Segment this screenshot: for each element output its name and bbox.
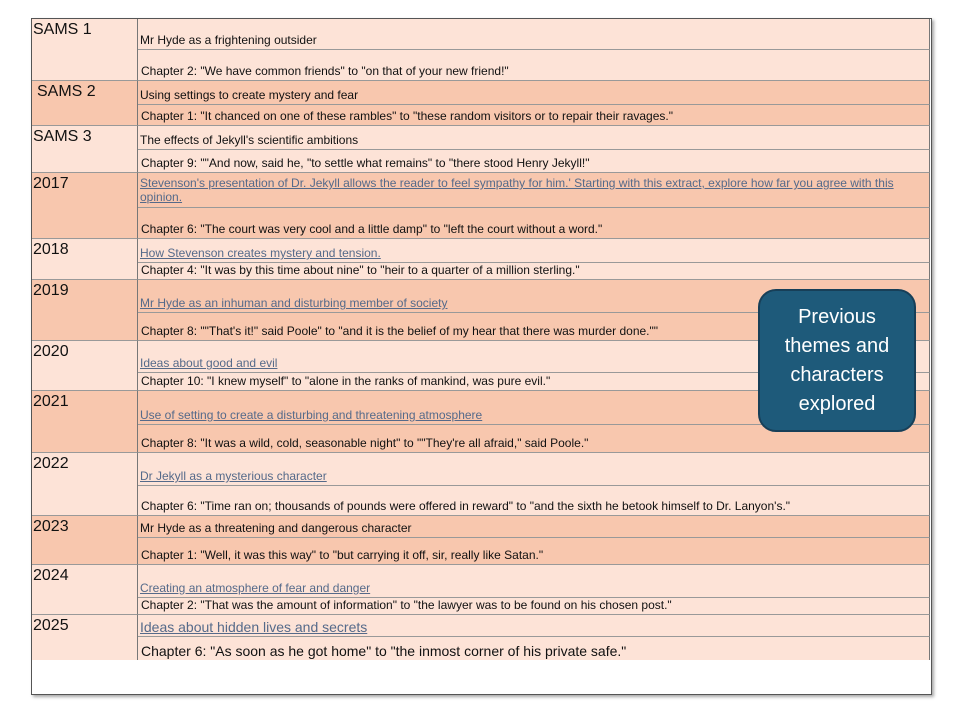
- chapter-cell: Chapter 6: "As soon as he got home" to "the inmost corner of his private safe.": [138, 637, 930, 660]
- year-cell: 2024: [32, 565, 138, 615]
- chapter-cell: Chapter 8: ""That's it!" said Poole" to "and it is the belief of my hear that there was murder done."": [138, 313, 930, 341]
- theme-cell: [138, 565, 930, 598]
- theme-text: Mr Hyde as a frightening outsider: [140, 33, 317, 47]
- year-cell: 2022: [32, 453, 138, 516]
- chapter-cell: Chapter 6: "Time ran on; thousands of pounds were offered in reward" to "and the sixth he betook himself to Dr. Lanyon's.": [138, 486, 930, 516]
- year-cell: 2020: [32, 341, 138, 391]
- theme-cell: [138, 81, 930, 105]
- theme-text: The effects of Jekyll's scientific ambitions: [140, 133, 359, 147]
- chapter-cell: Chapter 2: "That was the amount of information" to "the lawyer was to be found on his chosen post.": [138, 598, 930, 615]
- year-cell: 2019: [32, 280, 138, 341]
- theme-cell: [138, 173, 930, 208]
- chapter-cell: Chapter 10: "I knew myself" to "alone in the ranks of mankind, was pure evil.": [138, 373, 930, 391]
- year-cell: 2025: [32, 615, 138, 660]
- chapter-cell: Chapter 4: "It was by this time about nine" to "heir to a quarter of a million sterling.": [138, 263, 930, 280]
- chapter-cell: Chapter 1: "Well, it was this way" to "but carrying it off, sir, really like Satan.": [138, 538, 930, 565]
- theme-link[interactable]: Stevenson's presentation of Dr. Jekyll allows the reader to feel sympathy for him.' Starting with this extract, explore how far you agree with this opinion.: [140, 176, 894, 204]
- theme-link[interactable]: Ideas about good and evil: [140, 356, 278, 370]
- callout-text: Previous themes and characters explored: [784, 305, 890, 415]
- chapter-cell: Chapter 9: ""And now, said he, "to settle what remains" to "there stood Henry Jekyll!": [138, 150, 930, 173]
- year-cell: 2018: [32, 239, 138, 280]
- chapter-cell: Chapter 6: "The court was very cool and a little damp" to "left the court without a word.": [138, 208, 930, 239]
- chapter-cell: Chapter 2: "We have common friends" to "on that of your new friend!": [138, 50, 930, 81]
- year-cell: 2021: [32, 391, 138, 453]
- theme-cell: [138, 126, 930, 150]
- theme-link[interactable]: Creating an atmosphere of fear and danger: [140, 581, 371, 595]
- theme-text: Using settings to create mystery and fear: [140, 88, 359, 102]
- year-cell: SAMS 1: [32, 19, 138, 81]
- theme-link[interactable]: Use of setting to create a disturbing and threatening atmosphere: [140, 408, 483, 422]
- theme-cell: [138, 516, 930, 538]
- theme-cell: [138, 239, 930, 263]
- year-cell: 2023: [32, 516, 138, 565]
- theme-cell: [138, 453, 930, 486]
- theme-link[interactable]: How Stevenson creates mystery and tension.: [140, 246, 381, 260]
- year-cell: 2017: [32, 173, 138, 239]
- theme-text: Mr Hyde as a threatening and dangerous character: [140, 521, 412, 535]
- year-cell: SAMS 2: [32, 81, 138, 126]
- theme-link[interactable]: Mr Hyde as an inhuman and disturbing member of society: [140, 296, 448, 310]
- theme-cell: [138, 615, 930, 637]
- callout-box: [758, 289, 916, 432]
- theme-link[interactable]: Ideas about hidden lives and secrets: [140, 619, 368, 635]
- chapter-cell: Chapter 1: "It chanced on one of these rambles" to "these random visitors or to repair their ravages.": [138, 105, 930, 126]
- theme-cell: [138, 19, 930, 50]
- theme-link[interactable]: Dr Jekyll as a mysterious character: [140, 469, 327, 483]
- year-cell: SAMS 3: [32, 126, 138, 173]
- chapter-cell: Chapter 8: "It was a wild, cold, seasonable night" to ""They're all afraid," said Poole.": [138, 425, 930, 453]
